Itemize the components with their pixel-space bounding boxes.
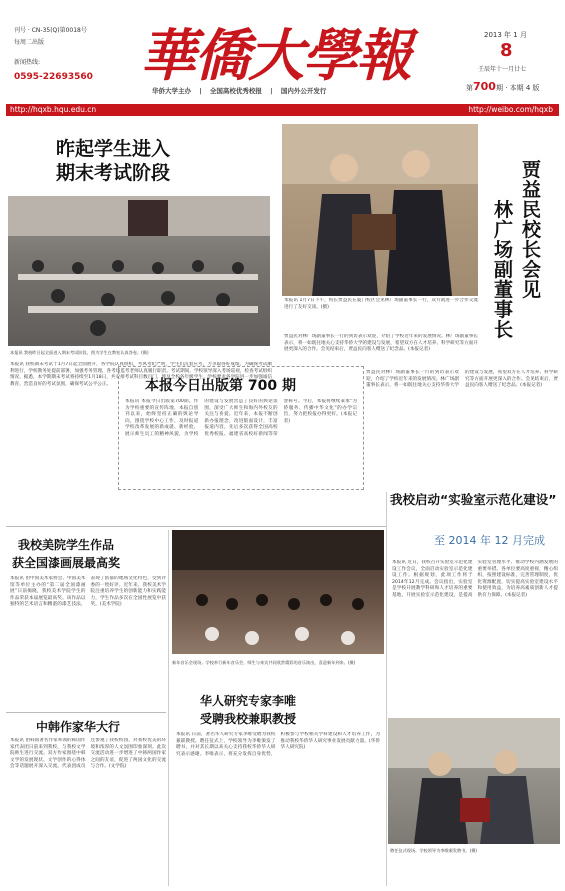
divider [6,712,166,713]
lab-headline: 我校启动“实验室示范化建设” [390,492,557,507]
publication-frequency: 每周二出版 [14,39,45,46]
issue-day: 8 [500,40,513,61]
url-right[interactable]: http://weibo.com/hqxb [468,105,553,114]
slogan-item: 全国高校优秀校报 [209,87,262,95]
lunar-date: 壬辰年十一月廿七 [478,66,527,73]
liwei-photo [388,718,560,844]
exam-photo-caption: 本报讯 我校昨日起全面进入期末考试阶段。图为学生在教室认真答卷。(摄) [10,350,149,355]
writers-body: 本报讯 由韩国著名作家率领的韩国作家代表团日前来到我校，与我校文学院师生进行交流。双方作家围绕中韩文学的发展现状、文学创作的心得体会等话题展开深入交流。代表团成员还参观了我校校园，对我校优美的环境和浓厚的人文氛围印象深刻。此次交流活动进一步增进了中韩两国作家之间的友谊，促进了两国文化的交流与合作。(文学院) [10,738,166,770]
issue700-headline: 本报今日出版第 700 期 [145,378,296,394]
liwei-article [172,690,382,886]
meeting-photo-scene [282,124,478,296]
concert-photo-scene [172,530,384,654]
divider [6,526,386,527]
url-left[interactable]: http://hqxb.hqu.edu.cn [10,105,97,114]
writers-headline: 中韩作家华大行 [36,720,121,734]
liwei-headline-line2: 受聘我校兼职教授 [200,712,297,726]
meeting-body-cont: 贾益民对林广场副董事长一行的到访表示欢迎，介绍了学校近年来的发展情况。林广场副董事长表示，将一如既往地关心支持华侨大学的建设与发展，希望双方在人才培养、科学研究等方面开展更深入的合作。会见结束后，贾益民向客人赠送了纪念品。(本报记者) [366,370,558,389]
lab-article [390,492,560,552]
concert-photo [172,530,384,654]
lab-subheadline: 至 2014 年 12 月完成 [434,534,545,547]
exam-headline-line1: 昨起学生进入 [56,138,171,160]
masthead [0,0,565,104]
liwei-body: 本报讯 日前，著名华人研究专家李唯受聘为我校兼职教授。聘任仪式上，学校领导为李唯颁发了聘书，并对其长期以来关心支持我校华侨华人研究表示感谢。李唯表示，将充分发挥自身优势，积极参与学校相关学科建设和人才培养工作，为推动我校华侨华人研究事业发展贡献力量。(华侨华人研究院) [176,732,380,757]
slogan-sep: | [199,87,202,95]
lacquer-body: 本报讯 由中国美术家协会、中国美术馆等单位主办的“第二届全国漆画展”日前揭晓，我校美术学院学生的作品荣获本届展览最高奖。该作品以独特的艺术语言和精湛的漆艺技法，表现了浓郁的地域文化特色，受到评委的一致好评。近年来，我校美术学院注重培养学生的创新能力和实践能力，学生作品多次在全国性展览中获奖。(美术学院) [10,576,166,608]
slogan-item: 华侨大学主办 [152,87,191,95]
slogan-sep: | [270,87,273,95]
meeting-body: 贾益民对林广场副董事长一行的到访表示欢迎，介绍了学校近年来的发展情况。林广场副董事长表示，将一如既往地关心支持华侨大学的建设与发展，希望双方在人才培养、科学研究等方面开展更深入的合作。会见结束后，贾益民向客人赠送了纪念品。(本报记者) [284,334,478,353]
lacquer-headline-line1: 我校美院学生作品 [18,538,115,552]
issue-value: 700 [473,80,496,93]
masthead-logo: 華僑大學報 [140,23,410,89]
divider [386,492,387,886]
exam-photo-scene [8,196,270,346]
issue-suffix: 期 · 本期 4 版 [495,84,540,92]
url-bar [6,104,559,116]
writers-article [6,716,166,886]
meeting-photo [282,124,478,296]
issue-prefix: 第 [466,84,473,92]
concert-caption: 新年音乐会现场。学校举行新年音乐会，师生与来宾共同欣赏精彩的音乐演出，喜迎新年到来。(摄) [172,660,356,665]
liwei-photo-scene [388,718,560,844]
issue-number [466,80,540,93]
exam-article-body: 本报讯 我校期末考试于1月7日起全面展开，各学院认真组织，考风考纪严明，学生们沉着应考，力争取得好成绩。为确保考试顺利进行，学校教务处提前部署，加强考务管理，各考场监考老师认真履行职责。考试期间，学校领导深入考场巡视，检查考试组织情况。据悉，本学期期末考试将持续至1月18日，共安排考试科目数百门，涉及全校各年级学生。学校要求各学院进一步加强诚信教育，营造良好的考试氛围，确保考试公平公正。 [10,362,272,387]
divider [168,530,169,886]
meeting-caption: 本报讯 1月7日下午，校长贾益民在厦门校区会见林广场副董事长一行，双方就进一步合作交流进行了友好交谈。(摄) [284,298,478,310]
issue700-body: 本报讯 本报今日出版第700期。作为学校重要的宣传阵地，本报自创刊以来，始终坚持正确的舆论导向，围绕学校中心工作，及时报道学校改革发展的新成就、新经验，展示师生员工的精神风貌，为学校的建设与发展营造了良好的舆论氛围，深受广大师生和海内外校友的关注与喜爱。近年来，本报不断创新办报理念，改进版面设计，丰富报道内容，先后多次获得全国高校优秀校报、福建省高校好新闻等荣誉称号。今后，本报将继续秉承“为侨服务、传播中华文化”的办学宗旨，努力把校报办得更好。(本报记者) [125,399,357,437]
issue-date: 2013 年 1 月 [484,31,527,39]
liwei-headline-line1: 华人研究专家李唯 [200,694,297,708]
lacquer-article [6,530,166,710]
slogan-item: 国内外公开发行 [280,87,327,95]
liwei-caption: 聘任仪式现场。学校领导为李唯颁发聘书。(摄) [390,848,478,853]
exam-article [6,120,276,360]
lab-body: 本报讯 近日，我校召开实验室示范化建设工作会议，全面启动实验室示范化建设工作。根据规划，此项工作将于2014年12月完成。会议指出，实验室是学校开展教学科研和人才培养的重要基地，开展实验室示范化建设，是提高实验室管理水平、推动学校内涵发展的重要举措。各单位要高度重视，精心组织，按照建设标准，完善管理制度，优化资源配置，切实提高实验室建设水平和使用效益，为培养高素质创新人才提供有力保障。(本报记者) [392,560,558,598]
hotline-label: 新闻热线: [14,59,41,66]
lacquer-headline-line2: 获全国漆画展最高奖 [12,556,121,570]
meeting-headline-col2: 林 广 场 副 董 事 长 [494,199,514,341]
exam-photo [8,196,270,346]
publication-number: 刊号 · CN-35(Q)第0018号 [14,27,87,34]
issue700-box [118,366,364,490]
masthead-slogan [152,86,326,95]
hotline-number: 0595-22693560 [14,72,93,82]
meeting-headline-col1: 贾 益 民 校 长 会 见 [522,159,542,301]
exam-headline-line2: 期末考试阶段 [56,162,171,184]
